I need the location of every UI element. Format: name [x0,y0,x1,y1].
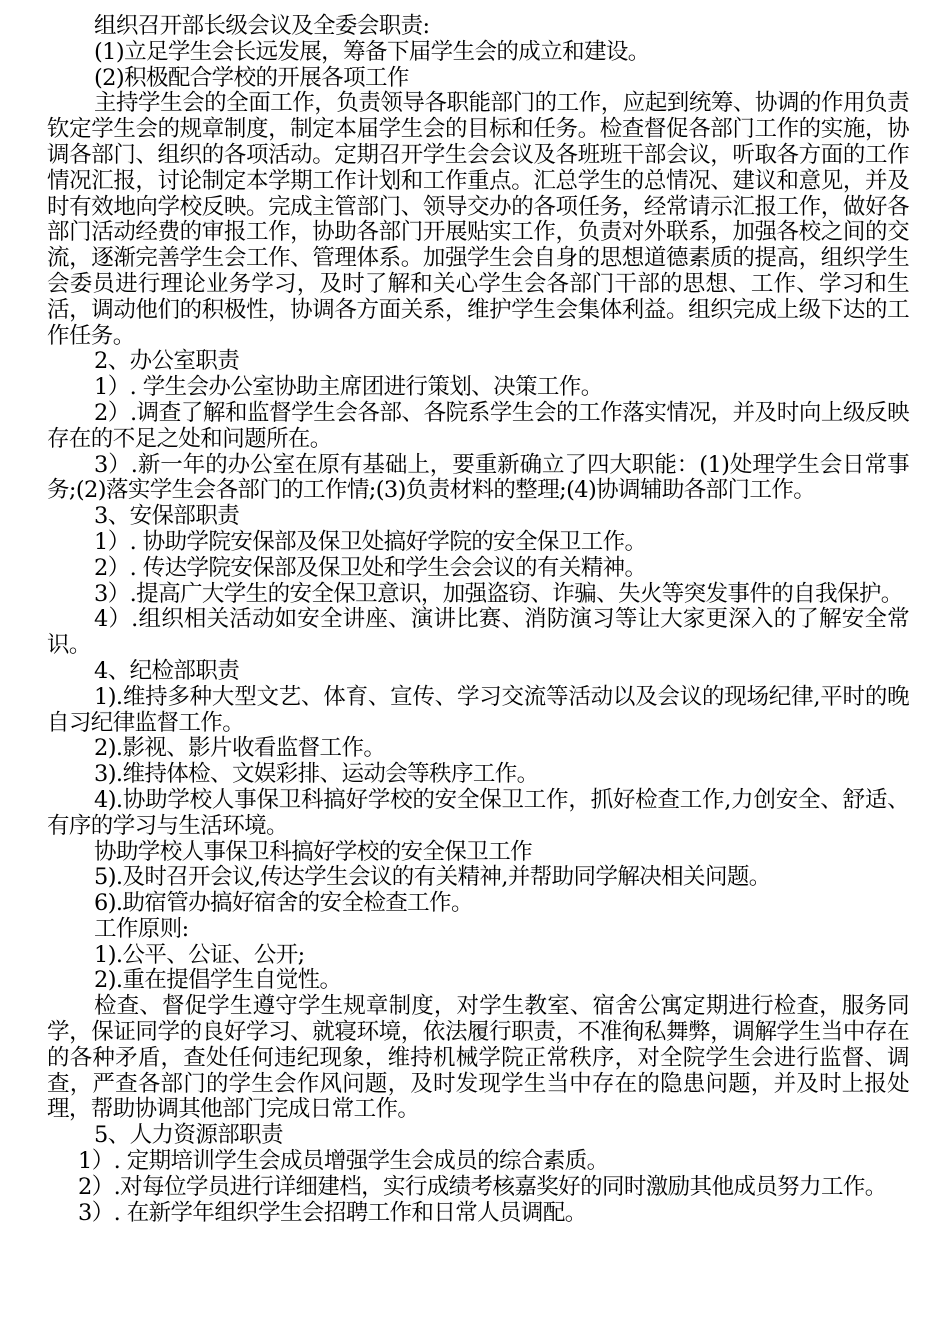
paragraph-inspection: 检查、督促学生遵守学生规章制度，对学生教室、宿舍公寓定期进行检查，服务同学，保证同学的良好学习、就寝环境，依法履行职责，不准徇私舞弊，调解学生当中存在的各种矛盾，查处任何违纪现象，维持机械学院正常秩序，对全院学生会进行监督、调查，严查各部门的学生会作风问题，及时发现学生当中存在的隐患问题，并及时上报处理，帮助协调其他部门完成日常工作。 [47,993,909,1123]
list-item: 3).维持体检、文娱彩排、运动会等秩序工作。 [94,761,539,788]
list-item: 3）.提高广大学生的安全保卫意识，加强盗窃、诈骗、失火等突发事件的自我保护。 [94,580,903,607]
list-item: 3）.新一年的办公室在原有基础上，要重新确立了四大职能：(1)处理学生会日常事务;(2)落实学生会各部门的工作情;(3)负责材料的整理;(4)协调辅助各部门工作。 [47,451,909,504]
paragraph-meeting-duties: 组织召开部长级会议及全委会职责: [94,13,430,39]
principles-heading: 工作原则: [94,915,189,942]
list-item: 4）.组织相关活动如安全讲座、演讲比赛、消防演习等让大家更深入的了解安全常识。 [47,606,909,659]
document-body [47,14,909,1226]
list-item: 3）. 在新学年组织学生会招聘工作和日常人员调配。 [78,1199,587,1226]
list-item: 4).协助学校人事保卫科搞好学校的安全保卫工作，抓好检查工作,力创安全、舒适、有序的学习与生活环境。 [47,786,909,839]
list-item: 1).维持多种大型文艺、体育、宣传、学习交流等活动以及会议的现场纪律,平时的晚自习纪律监督工作。 [47,683,909,736]
section-heading-discipline: 4、纪检部职责 [94,657,240,684]
list-item: 1).公平、公证、公开; [94,941,305,968]
list-item: 1）. 定期培训学生会成员增强学生会成员的综合素质。 [78,1148,609,1175]
list-item: 2）.对每位学员进行详细建档，实行成绩考核嘉奖好的同时激励其他成员努力工作。 [78,1173,887,1200]
list-item: 协助学校人事保卫科搞好学校的安全保卫工作 [94,838,533,865]
paragraph-item-2: (2)积极配合学校的开展各项工作 [94,64,409,91]
list-item: 2).影视、影片收看监督工作。 [94,735,386,762]
list-item: 5).及时召开会议,传达学生会议的有关精神,并帮助同学解决相关问题。 [94,864,771,891]
list-item: 2）. 传达学院安保部及保卫处和学生会会议的有关精神。 [94,554,647,581]
paragraph-chair-duties: 主持学生会的全面工作，负责领导各职能部门的工作，应起到统筹、协调的作用负责钦定学生会的规章制度，制定本届学生会的目标和任务。检查督促各部门工作的实施，协调各部门、组织的各项活动。定期召开学生会会议及各班班干部会议，听取各方面的工作情况汇报，讨论制定本学期工作计划和工作重点。汇总学生的总情况、建议和意见，并及时有效地向学校反映。完成主管部门、领导交办的各项任务，经常请示汇报工作，做好各部门活动经费的审报工作，协助各部门开展贴实工作，负责对外联系，加强各校之间的交流，逐渐完善学生会工作、管理体系。加强学生会自身的思想道德素质的提高，组织学生会委员进行理论业务学习，及时了解和关心学生会各部门干部的思想、工作、学习和生活，调动他们的积极性，协调各方面关系，维护学生会集体利益。组织完成上级下达的工作任务。 [47,90,909,349]
list-item: 1）. 学生会办公室协助主席团进行策划、决策工作。 [94,374,603,401]
section-heading-security: 3、安保部职责 [94,503,240,530]
list-item: 2）.调查了解和监督学生会各部、各院系学生会的工作落实情况，并及时向上级反映存在的不足之处和问题所在。 [47,399,909,452]
list-item: 6).助宿管办搞好宿舍的安全检查工作。 [94,890,473,917]
section-heading-hr: 5、人力资源部职责 [94,1122,283,1149]
list-item: 2).重在提倡学生自觉性。 [94,967,342,994]
section-heading-office: 2、办公室职责 [94,348,240,375]
list-item: 1）. 协助学院安保部及保卫处搞好学院的安全保卫工作。 [94,528,647,555]
paragraph-item-1: (1)立足学生会长远发展，筹备下届学生会的成立和建设。 [94,38,650,65]
